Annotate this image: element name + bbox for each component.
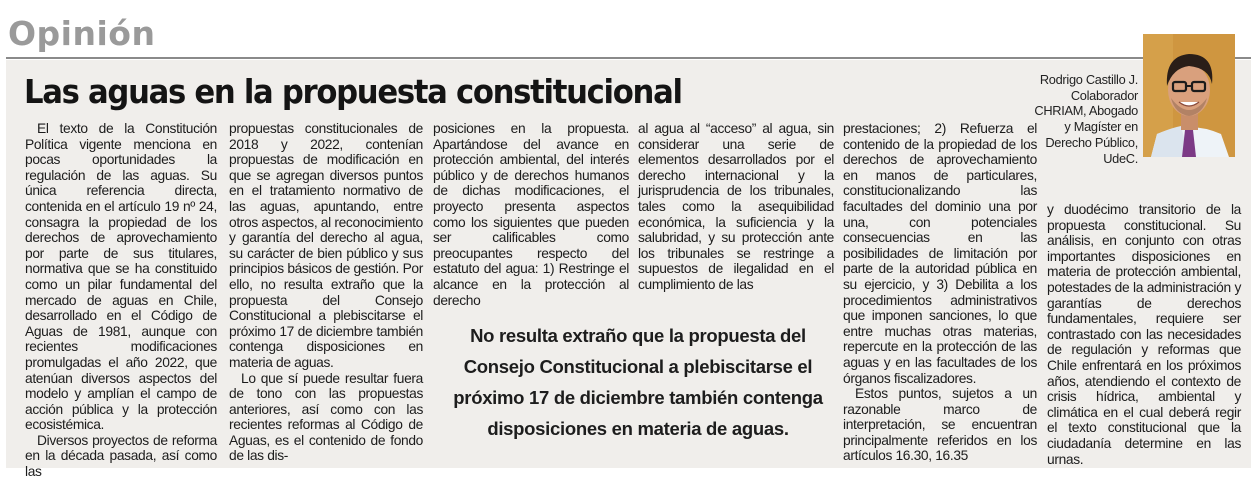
author-portrait-icon (1143, 34, 1235, 157)
section-label: Opinión (8, 14, 156, 53)
author-university: UdeC. (1103, 150, 1138, 166)
paragraph: Lo que sí puede resultar fuera de tono con las propuestas anteriores, así como con las recientes reformas al Código de Aguas, es el contenido de fondo de las dis- (229, 370, 423, 464)
article-column-5 (843, 121, 1037, 464)
author-affiliation: CHRIAM, Abogado (1034, 103, 1138, 119)
author-degree: y Magíster en (1064, 119, 1138, 135)
article-column-2 (229, 121, 423, 464)
paragraph: prestaciones; 2) Refuerza el contenido de la propiedad de los derechos de aprovechamiento en manos de particulares, constitucionalizando las facultades del dominio una por una, con potenciales consecuencias en las posibilidades de limitación por parte de la autoridad pública en su ejercicio, y 3) Debilita a los procedimientos administrativos que imponen sanciones, lo que entre muchas otras materias, repercute en la protección de las aguas y en las facultades de los órganos fiscalizadores. (843, 121, 1037, 386)
article-column-4 (638, 121, 834, 293)
paragraph: El texto de la Constitución Política vigente menciona en pocas oportunidades la regulación de las aguas. Su única referencia directa, contenida en el artículo 19 nº 24, consagra la propiedad de los derechos de aprovechamiento por parte de sus titulares, normativa que se ha constituido como un pilar fundamental del mercado de aguas en Chile, desarrollado en el Código de Aguas de 1981, aunque con recientes modificaciones promulgadas el año 2022, que atenúan diversos aspectos del modelo y amplían el campo de acción pública y la protección ecosistémica. (25, 121, 217, 433)
paragraph: y duodécimo transitorio de la propuesta constitucional. Su análisis, en conjunto con otras importantes disposiciones en materia de protección ambiental, potestades de la administración y garantías de derechos fundamentales, requiere ser contrastado con las necesidades de regulación y reformas que Chile enfrentará en los próximos años, atendiendo el contexto de crisis hídrica, ambiental y climática en el cual deberá regir el texto constitucional que la ciudadanía determine en las urnas. (1047, 202, 1241, 467)
portrait-illustration (1143, 34, 1235, 157)
author-degree-field: Derecho Público, (1045, 134, 1138, 150)
paragraph: propuestas constitucionales de 2018 y 2022, contenían propuestas de modificación en que se agregan diversos puntos en el tratamiento normativo de las aguas, apuntando, entre otros aspectos, al reconocimiento y garantía del derecho al agua, su carácter de bien público y sus principios básicos de gestión. Por ello, no resulta extraño que la propuesta del Consejo Constitucional a plebiscitarse el próximo 17 de diciembre también contenga disposiciones en materia de aguas. (229, 121, 423, 370)
author-name: Rodrigo Castillo J. (1039, 72, 1138, 87)
author-role: Colaborador (1070, 87, 1138, 103)
paragraph: Estos puntos, sujetos a un razonable marco de interpretación, se encuentran principalmente referidos en los artículos 16.30, 16.35 (843, 386, 1037, 464)
paragraph: Diversos proyectos de reforma en la década pasada, así como las (25, 432, 217, 480)
paragraph: al agua al “acceso” al agua, sin considerar una serie de elementos desarrollados por el derecho internacional y la jurisprudencia de los tribunales, tales como la asequibilidad económica, la suficiencia y la salubridad, y su protección ante los tribunales se restringe a supuestos de ilegalidad en el cumplimiento de las (638, 121, 834, 292)
article-column-1 (25, 121, 217, 480)
article-column-6 (1047, 202, 1241, 467)
headline: Las aguas en la propuesta constitucional (24, 72, 682, 111)
pull-quote: No resulta extraño que la propuesta del Consejo Constitucional a plebiscitarse el próximo 17 de diciembre también contenga disposiciones en materia de aguas. (453, 325, 823, 439)
paragraph: posiciones en la propuesta. Apartándose del avance en protección ambiental, del interés público y de derechos humanos de dichas modificaciones, el proyecto presenta aspectos como los siguientes que pueden ser calificables como preocupantes respecto del estatuto del agua: 1) Restringe el alcance en la protección al derecho (433, 121, 629, 308)
article-column-3 (433, 121, 629, 308)
section-rule (6, 57, 1251, 59)
